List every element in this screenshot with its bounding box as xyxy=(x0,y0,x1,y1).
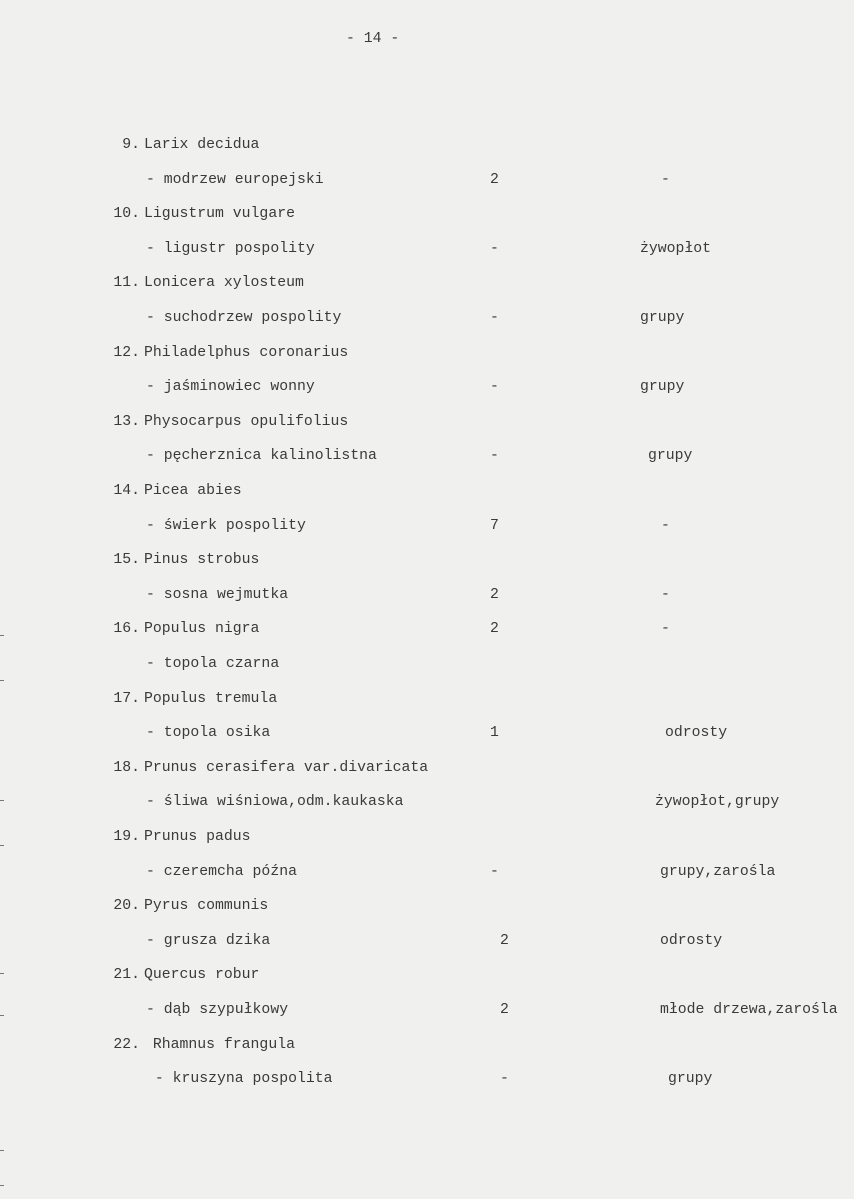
polish-name: - topola czarna xyxy=(146,656,280,672)
entry-number: 21. xyxy=(113,967,140,984)
note-value: - xyxy=(661,517,670,534)
count-value: 1 xyxy=(490,725,499,742)
note-value: grupy xyxy=(640,310,685,326)
latin-name: Lonicera xylosteum xyxy=(144,275,304,292)
latin-name: Philadelphus coronarius xyxy=(144,344,349,361)
polish-name: - śliwa wiśniowa,odm.kaukaska xyxy=(146,794,404,811)
margin-mark xyxy=(0,845,4,846)
latin-name: Physocarpus opulifolius xyxy=(144,413,349,430)
note-value: odrosty xyxy=(660,932,723,949)
count-value: - xyxy=(490,448,499,465)
polish-name: - topola osika xyxy=(146,725,271,742)
entry-number: 19. xyxy=(113,829,140,845)
count-value: 2 xyxy=(500,932,509,949)
count-value: 2 xyxy=(490,586,499,603)
note-value: grupy xyxy=(640,379,685,396)
latin-name: Prunus cerasifera var.divaricata xyxy=(144,759,429,776)
note-value: żywopłot,grupy xyxy=(655,794,780,811)
entry-number: 10. xyxy=(113,206,140,223)
margin-mark xyxy=(0,635,4,636)
polish-name: - pęcherznica kalinolistna xyxy=(146,448,377,465)
note-value: grupy xyxy=(648,448,693,465)
entry-number: 11. xyxy=(113,275,140,292)
count-value: - xyxy=(490,379,499,396)
count-value: - xyxy=(500,1071,509,1088)
polish-name: - kruszyna pospolita xyxy=(146,1071,333,1088)
entry-number: 15. xyxy=(113,552,140,569)
entry-number: 9. xyxy=(122,137,140,153)
polish-name: - czeremcha późna xyxy=(146,863,297,880)
count-value: 7 xyxy=(490,517,499,534)
latin-name: Populus nigra xyxy=(144,621,260,638)
entry-number: 20. xyxy=(113,898,140,915)
note-value: żywopłot xyxy=(640,240,712,257)
margin-mark xyxy=(0,973,4,974)
count-value: - xyxy=(490,240,499,257)
polish-name: - świerk pospolity xyxy=(146,517,306,534)
count-value: 2 xyxy=(500,1002,509,1018)
polish-name: - jaśminowiec wonny xyxy=(146,379,315,396)
polish-name: - ligustr pospolity xyxy=(146,240,315,257)
margin-mark xyxy=(0,800,4,801)
entry-number: 22. xyxy=(113,1036,140,1053)
latin-name: Pyrus communis xyxy=(144,898,269,915)
polish-name: - grusza dzika xyxy=(146,932,271,949)
note-value: grupy,zarośla xyxy=(660,863,776,880)
margin-mark xyxy=(0,680,4,681)
count-value: - xyxy=(490,863,499,880)
entry-number: 12. xyxy=(113,344,140,361)
note-value: - xyxy=(661,586,670,603)
count-value: 2 xyxy=(490,621,499,638)
note-value: - xyxy=(661,621,670,638)
polish-name: - sosna wejmutka xyxy=(146,586,289,603)
note-value: odrosty xyxy=(665,725,728,742)
latin-name: Prunus padus xyxy=(144,829,251,845)
margin-mark xyxy=(0,1150,4,1151)
latin-name: Populus tremula xyxy=(144,690,278,707)
latin-name: Quercus robur xyxy=(144,967,260,984)
polish-name: - suchodrzew pospolity xyxy=(146,310,342,326)
margin-mark xyxy=(0,1185,4,1186)
latin-name: Picea abies xyxy=(144,483,242,499)
margin-mark xyxy=(0,1015,4,1016)
count-value: - xyxy=(490,310,499,326)
entry-number: 14. xyxy=(113,483,140,499)
count-value: 2 xyxy=(490,171,499,188)
polish-name: - dąb szypułkowy xyxy=(146,1002,289,1018)
latin-name: Pinus strobus xyxy=(144,552,260,569)
latin-name: Rhamnus frangula xyxy=(144,1036,295,1053)
note-value: - xyxy=(661,171,670,188)
note-value: grupy xyxy=(668,1071,713,1088)
latin-name: Ligustrum vulgare xyxy=(144,206,295,223)
note-value: młode drzewa,zarośla xyxy=(660,1002,838,1018)
page-number: - 14 - xyxy=(346,31,400,47)
entry-number: 16. xyxy=(113,621,140,638)
entry-number: 17. xyxy=(113,690,140,707)
latin-name: Larix decidua xyxy=(144,137,260,153)
entry-number: 18. xyxy=(113,759,140,776)
polish-name: - modrzew europejski xyxy=(146,171,324,188)
entry-number: 13. xyxy=(113,413,140,430)
